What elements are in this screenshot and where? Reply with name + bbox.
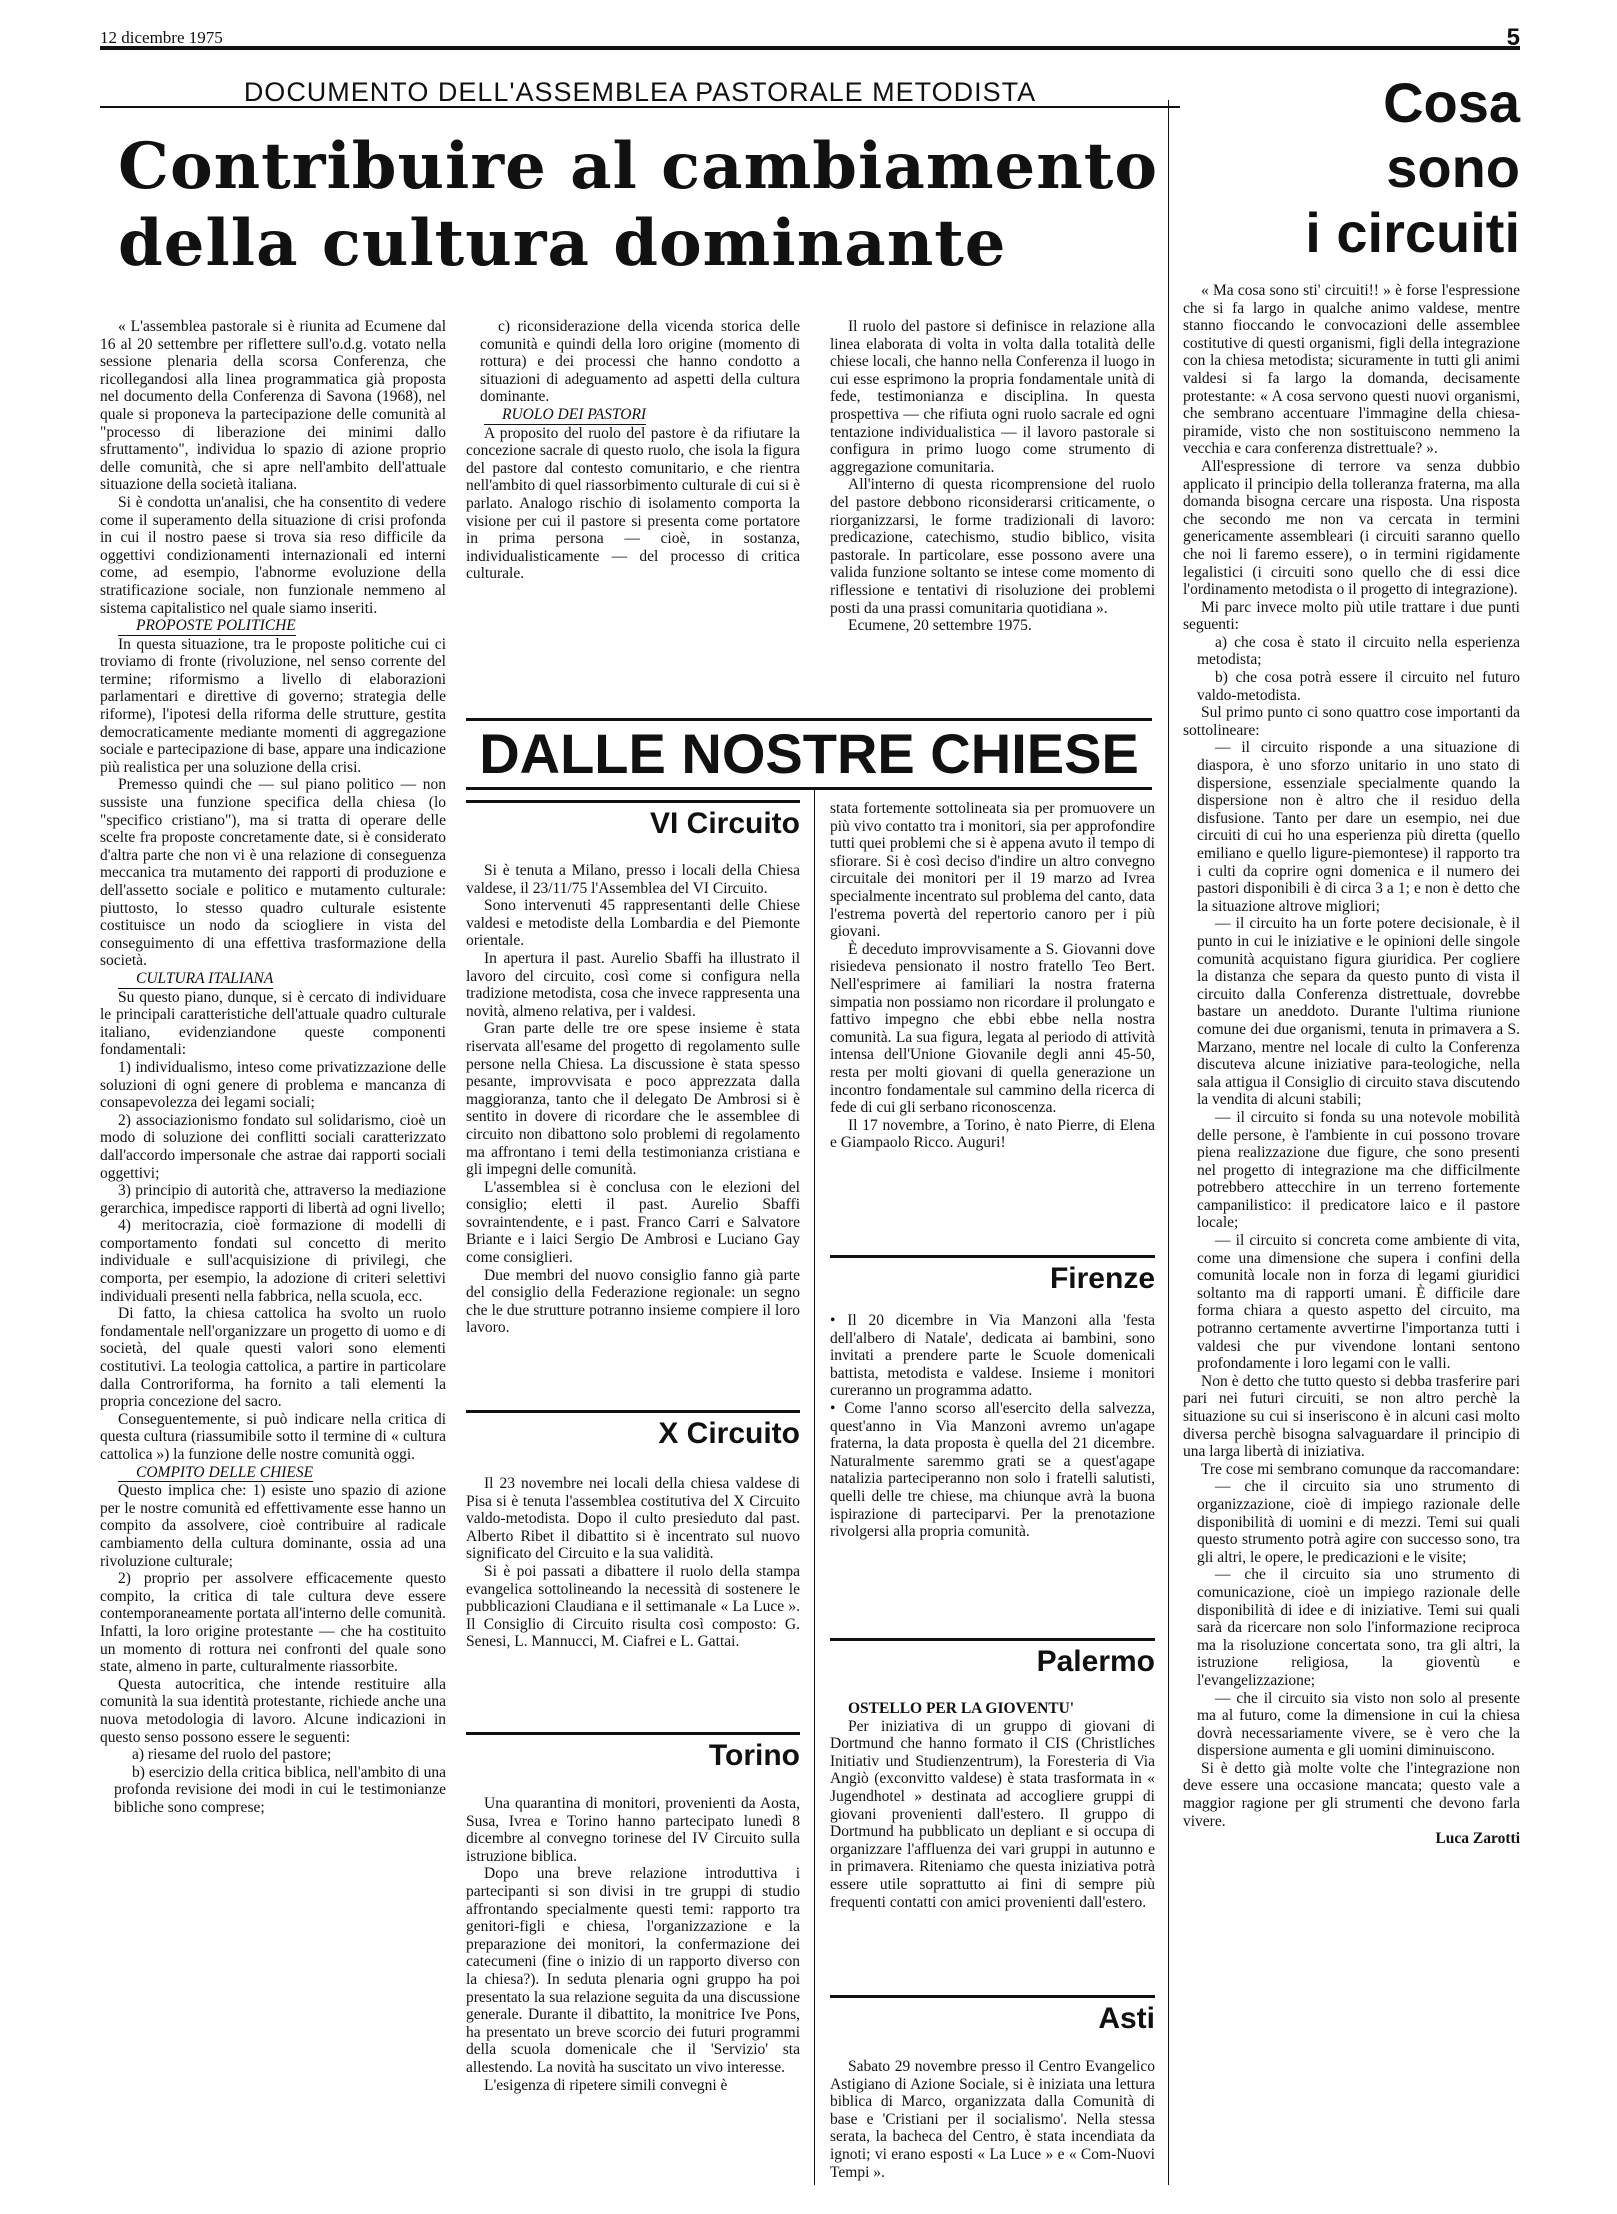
section-paragraph: L'esigenza di ripetere simili convegni è [484,2076,728,2094]
section-paragraph: L'assemblea si è conclusa con le elezioni del consiglio; eletti il past. Aurelio Sbaffi sovraintendente, e i past. Franco Carri e Salvatore Briante e i laici Sergio De Ambrosi e Luciano Gay come consiglieri. [466,1178,800,1267]
section-vi-circuito [466,862,800,1502]
section-paragraph: Due membri del nuovo consiglio fanno già parte del consiglio della Federazione regionale: un segno che le due strutture potranno insieme compiere il loro lavoro. [466,1266,800,1337]
section-paragraph: Il 17 novembre, a Torino, è nato Pierre, di Elena e Giampaolo Ricco. Auguri! [830,1116,1155,1152]
list-item: a) riesame del ruolo del pastore; [132,1746,332,1764]
section-asti [830,2058,1155,2188]
sidebar-title [1300,70,1520,265]
list-item: a) che cosa è stato il circuito nella esperienza metodista; [1197,633,1520,669]
sidebar-title-line-1: Cosa [1383,71,1520,134]
sidebar-paragraph: Tre cose mi sembrano comunque da raccomandare: [1201,1460,1520,1478]
list-item: 3) principio di autorità che, attraverso la mediazione gerarchica, impedisce rapporti di libertà ad ogni livello; [100,1182,446,1217]
article-column-3 [830,318,1155,703]
list-item: — il circuito si concreta come ambiente di vita, come una dimensione che supera i confini della comunità locale non in forza di legami giuridici soltanto ma di rapporti umani. È difficile dare forma chiara a questo aspetto del circuito, ma potranno certamente avvertirne l'importanza tutti i valdesi che pur vivendone lontani sentono profondamente i loro legami con le valli. [1197,1232,1520,1373]
list-item: b) esercizio della critica biblica, nell'ambito di una profonda revisione dei modi in cui le testimonianze bibliche sono comprese; [114,1763,446,1816]
section-subtitle: OSTELLO PER LA GIOVENTU' [848,1700,1075,1717]
section-paragraph: Il 23 novembre nei locali della chiesa valdese di Pisa si è tenuta l'assemblea costitutiva del X Circuito valdo-metodista. Dopo il culto presieduto dal past. Alberto Ribet il dibattito si è incentrato sul nuovo significato del Circuito e la sua validità. [466,1475,800,1563]
section-paragraph: stata fortemente sottolineata sia per promuovere un più vivo contatto tra i monitori, sia per approfondire tutti quei problemi che si è appena avuto il tempo di sfiorare. Si è così deciso d'indire un altro convegno circuitale dei monitori per il 19 marzo ad Ivrea specialmente incentrato sul problema del canto, data l'estrema povertà del repertorio canoro per i più giovani. [830,800,1155,941]
section-title-asti: Asti [830,1995,1155,2036]
section-title-torino: Torino [466,1732,800,1773]
article-paragraph: « L'assemblea pastorale si è riunita ad Ecumene dal 16 al 20 settembre per riflettere sull'o.d.g. votato nella sessione plenaria della scorsa Conferenza, che ricollegandosi alla linea programmatica già proposta nel documento della Conferenza di Savona (1968), nel quale si proponeva la partecipazione delle comunità al "processo di liberazione dei minimi dallo sfruttamento", individua lo spazio di azione proprio delle comunità, che si apre nell'ambito dell'attuale situazione della società italiana. [100,318,446,494]
sidebar-paragraph: Mi parc invece molto più utile trattare i due punti seguenti: [1183,598,1520,634]
list-item: — che il circuito sia visto non solo al presente ma al futuro, come la dimensione in cui la chiesa dovrà necessariamente vivere, se è vero che la dispersione aumenta e gli uomini diminuiscono. [1197,1689,1520,1760]
section-x-circuito [466,1475,800,1730]
article-subheading: RUOLO DEI PASTORI [466,406,800,425]
section-paragraph: Gran parte delle tre ore spese insieme è stata riservata all'esame del progetto di regolamento sulle persone nella Chiesa. La discussione è stata spesso pesante, improvvisata e poco apprezzata dalla maggioranza, tanto che il delegato De Ambrosi si è sentito in dovere di ricordare che le assemblee di circuito non dibattono solo problemi di regolamento ma affrontano i temi della testimonianza cristiana e gli impegni delle comunità. [466,1020,800,1179]
sidebar-paragraph: Sul primo punto ci sono quattro cose importanti da sottolineare: [1183,704,1520,739]
section-paragraph: Si è tenuta a Milano, presso i locali della Chiesa valdese, il 23/11/75 l'Assemblea del VI Circuito. [466,862,800,897]
article-dateline: Ecumene, 20 settembre 1975. [848,617,1032,635]
section-paragraph: Per iniziativa di un gruppo di giovani di Dortmund che hanno formato il CIS (Christliches Initiativ und Studienzentrum), la Foresteria di Via Angiò (exconvitto valdese) è stata trasformata in « Jugendhotel » destinata ad accogliere gruppi di giovani provenienti dall'estero. Il gruppo di Dortmund ha pubblicato un depliant e si occupa di organizzare l'affluenza dei vari gruppi in autunno e in primavera. Riteniamo che questa iniziativa potrà essere utile soprattutto ai fini di sempre più frequenti contatti con amici provenienti dall'estero. [830,1717,1155,1911]
list-item: — il circuito si fonda su una notevole mobilità delle persone, è l'ambiente in cui possono trovare piena realizzazione due figure, che sono presenti nel progetto di integrazione ma che difficilmente potrebbero attecchire in un terreno fortemente campanilistico: il predicatore laico e il pastore locale; [1197,1108,1520,1232]
author-signature: Luca Zarotti [1435,1830,1520,1848]
article-paragraph: Su questo piano, dunque, si è cercato di individuare le principali caratteristiche dell'attuale quadro culturale italiano, evidenziandone queste componenti fondamentali: [100,988,446,1059]
sidebar-title-line-3: i circuiti [1305,201,1520,264]
sidebar-paragraph: Non è detto che tutto questo si debba trasferire pari pari nei futuri circuiti, se non altro perchè la situazione su cui si inseriscono è in alcuni casi molto diversa perchè bisogna salvaguardare il principio di una larga libertà di iniziativa. [1183,1372,1520,1461]
article-paragraph: In questa situazione, tra le proposte politiche cui ci troviamo di fronte (rivoluzione, nel senso corrente del termine; riformismo a livello di elaborazioni parlamentari e direttive di governo; strategia delle riforme), l'ipotesi della riforma delle strutture, gestita democraticamente mediante momenti di aggregazione sociale e partecipazione di base, appare una indicazione più realistica per una soluzione della crisi. [100,635,446,776]
article-column-1 [100,318,446,2188]
article-paragraph: Di fatto, la chiesa cattolica ha svolto un ruolo fondamentale nell'organizzare un progetto di uomo e di società, del quale questi valori sono elementi costitutivi. La teologia cattolica, a partire in particolare dalla Controriforma, ha fornito a tali elementi la propria concezione del sacro. [100,1305,446,1411]
article-paragraph: Si è condotta un'analisi, che ha consentito di vedere come il superamento della situazione di crisi profonda in cui il nostro paese si trova sia reso difficile da oggettivi condizionamenti internazionali ed interni come, ad esempio, l'abnorme evoluzione della stratificazione sociale, non funzionale nemmeno al sistema capitalistico nel quale siamo inseriti. [100,493,446,617]
section-paragraph: Sono intervenuti 45 rappresentanti delle Chiese valdesi e metodiste della Lombardia e del Piemonte orientale. [466,897,800,950]
section-firenze [830,1312,1155,1632]
section-title-vi-circuito: VI Circuito [466,800,800,841]
section-palermo [830,1700,1155,1990]
section-paragraph: • Come l'anno scorso all'esercito della salvezza, quest'anno in Via Manzoni avremo un'agape fraterna, la data proposta è quella del 21 dicembre. Naturalmente saremmo grati se a quest'agape natalizia parteciperanno non solo i fratelli salutisti, quelli delle tre chiese, ma chiunque avrà la buona ispirazione di parteciparvi. Per la prenotazione rivolgersi alla propria comunità. [830,1399,1155,1541]
page-header [100,8,1520,50]
list-item: — il circuito risponde a una situazione di diaspora, è uno sforzo unitario in uno stato di dispersione, essenziale specialmente quando la dispersione non è altro che il residuo della disfusione. Tanto per dare un esempio, nei due circuiti di cui ho una esperienza più diretta (quello emiliano e quello ligure-piemontese) il rapporto tra i culti da coprire ogni domenica e il numero dei pastori disponibili è di circa 3 a 1; e non è detto che la situazione altrove migliori; [1197,739,1520,915]
section-title-firenze: Firenze [830,1255,1155,1296]
section-banner: DALLE NOSTRE CHIESE [466,718,1152,790]
article-paragraph: 2) proprio per assolvere efficacemente questo compito, la critica di tale cultura deve essere contemporaneamente portata all'interno delle comunità. Infatti, la loro origine protestante — che ha costituito un momento di rottura nei confronti del quale sono state, almeno in parte, culturalmente riassorbite. [100,1570,446,1676]
article-paragraph: Questo implica che: 1) esiste uno spazio di azione per le nostre comunità ed effettivamente esse hanno un compito da assolvere, cioè contribuire al radicale cambiamento della cultura dominante, ossia ad una rivoluzione culturale; [100,1482,446,1570]
page-number: 5 [1506,24,1520,51]
sidebar-paragraph: Si è detto già molte volte che l'integrazione non deve essere una occasione mancata; questo vale a maggior ragione per gli strumenti che devono farla vivere. [1183,1759,1520,1830]
list-item: — che il circuito sia uno strumento di organizzazione, cioè di impiego razionale delle disponibilità di uomini e di mezzi. Temi sui quali questo strumento potrà agire con successo sono, tra gli altri, le opere, le predicazioni e le visite; [1197,1478,1520,1566]
section-paragraph: • Il 20 dicembre in Via Manzoni alla 'festa dell'albero di Natale', dedicata ai bambini, sono invitati a prendere parte le Scuole domenicali battista, metodista e valdese. Insieme i monitori cureranno un programma adatto. [830,1312,1155,1400]
list-item: — il circuito ha un forte potere decisionale, è il punto in cui le iniziative e le opinioni delle singole comunità acquistano figura giuridica. Per cogliere la distanza che separa da questo punto di vista il circuito dalla Conferenza distrettuale, dovrebbe bastare un aneddoto. Durante l'ultima riunione comune dei due organismi, tenuta in primavera a S. Marzano, mentre nel locale di culto la Conferenza discuteva alcune iniziative para-teologiche, nella sala attigua il Consiglio di circuito stava discutendo la vendita di alcuni stabili; [1197,915,1520,1109]
section-paragraph: Una quarantina di monitori, provenienti da Aosta, Susa, Ivrea e Torino hanno partecipato lunedì 8 dicembre al convegno torinese del IV Circuito sulla istruzione biblica. [466,1795,800,1865]
article-paragraph: Questa autocritica, che intende restituire alla comunità la sua identità protestante, richiede anche una nuova metodologia di lavoro. Alcune indicazioni in questo senso possono essere le seguenti: [100,1675,446,1746]
article-kicker: DOCUMENTO DELL'ASSEMBLEA PASTORALE METODISTA [100,78,1180,108]
sidebar-divider [1168,100,1169,2185]
article-paragraph: Premesso quindi che — sul piano politico — non sussiste una funzione specifica della chiesa (lo "specifico cristiano"), ma si tratta di operare delle scelte fra proposte concretamente date, si è considerato d'altra parte che non vi è una relazione di conseguenza meccanica tra mutamento dei rapporti di produzione e dell'assetto sociale e politico e mutamento culturale: piuttosto, lo stesso quadro culturale esistente costituisce un nodo da sciogliere in vista del conseguimento di una effettiva trasformazione della società. [100,776,446,970]
section-paragraph: Sabato 29 novembre presso il Centro Evangelico Astigiano di Azione Sociale, si è iniziata una lettura biblica di Marco, organizzata dalla Comunità di base e 'Cristiani per il socialismo'. Nella stessa serata, la bacheca del Centro, è stata incendiata da ignoti; vi erano esposti « La Luce » e « Com-Nuovi Tempi ». [830,2058,1155,2181]
section-paragraph: È deceduto improvvisamente a S. Giovanni dove risiedeva pensionato il nostro fratello Teo Bert. Nell'esprimere ai familiari la nostra fraterna simpatia non possiamo non ricordare il prolungato e fattivo impegno che ebbi ebbe nella nostra comunità. La sua figura, legata al periodo di attività intensa dell'Unione Giovanile degli anni 45-50, resta per molti giovani di quella generazione un incontro fondamentale sul cammino della ricerca di fede di cui gli serbano riconoscenza. [830,940,1155,1117]
section-torino [466,1795,800,2185]
column-divider [814,790,815,2185]
list-item: — che il circuito sia uno strumento di comunicazione, cioè un impiego razionale delle disponibilità di idee e di iniziative. Temi sui quali sarà da ricercare non solo l'informazione reciproca ma la risoluzione concertata sono, tra gli altri, la istruzione religiosa, la gioventù e l'evangelizzazione; [1197,1566,1520,1689]
article-subheading: PROPOSTE POLITICHE [100,617,446,636]
article-paragraph: Il ruolo del pastore si definisce in relazione alla linea elaborata di volta in volta dalla totalità delle chiese locali, che hanno nella Conferenza il luogo in cui esse esprimono la propria fondamentale unità di fede, testimonianza e disciplina. In questa prospettiva — che rifiuta ogni ruolo sacrale ed ogni tentazione individualistica — il lavoro pastorale si configura in primo luogo come strumento di aggregazione comunitaria. [830,318,1155,476]
article-subheading: COMPITO DELLE CHIESE [100,1464,446,1483]
list-item: 2) associazionismo fondato sul solidarismo, cioè un modo di soluzione dei conflitti sociali caratterizzato dall'accordo impersonale che astrae dai rapporti sociali oggettivi; [100,1111,446,1182]
section-paragraph: In apertura il past. Aurelio Sbaffi ha illustrato il lavoro del circuito, così come si configura nella tradizione metodista, cosa che invece rappresenta una novità, almeno relativa, per i valdesi. [466,949,800,1020]
list-item: 1) individualismo, inteso come privatizzazione delle soluzioni di ogni genere di problema e mancanza di consapevolezza dei legami sociali; [100,1058,446,1112]
list-item: b) che cosa potrà essere il circuito nel futuro valdo-metodista. [1197,669,1520,704]
section-title-palermo: Palermo [830,1638,1155,1679]
sidebar-paragraph: All'espressione di terrore va senza dubbio applicato il principio della tolleranza fraterna, ma alla domanda bisogna cercare una risposta. Una risposta che secondo me non va cercata in termini genericamente assembleari (i circuiti saranno quello che noi li faremo essere), o in termini rigidamente legalistici (i circuiti sono quello che di essi dice l'ordinamento metodista o il progetto di integrazione). [1183,457,1520,599]
section-vi-circuito-continued [830,800,1155,1240]
section-paragraph: Si è poi passati a dibattere il ruolo della stampa evangelica sottolineando la necessità di sostenere le pubblicazioni Claudiana e il settimanale « La Luce ». Il Consiglio di Circuito risulta così composto: G. Senesi, L. Mannucci, M. Ciafrei e L. Gattai. [466,1562,800,1651]
section-paragraph: Dopo una breve relazione introduttiva i partecipanti si son divisi in tre gruppi di studio affrontando specialmente questi temi: rapporto tra genitori-figli e chiesa, l'organizzazione e la preparazione dei monitori, la confermazione dei catecumeni (fine o inizio di un rapporto diverso con la chiesa?). In seduta plenaria ogni gruppo ha poi presentato la sua relazione seguita da una discussione generale. Durante il dibattito, la monitrice Ive Pons, ha presentato un breve scorcio dei futuri programmi della scuola domenicale che il 'Servizio' sta allestendo. La novità ha suscitato un vivo interesse. [466,1865,800,2076]
article-paragraph: Conseguentemente, si può indicare nella critica di questa cultura (riassumibile sotto il termine di « cultura cattolica ») la funzione delle nostre comunità oggi. [100,1410,446,1463]
article-subheading: CULTURA ITALIANA [100,970,446,989]
article-paragraph: All'interno di questa ricomprensione del ruolo del pastore debbono riconsiderarsi criticamente, o riorganizzarsi, le forme tradizionali di lavoro: predicazione, catechismo, studio biblico, visita pastorale. In particolare, esse possono avere una valida funzione soltanto se intese come momento di riflessione e tentativi di risoluzione dei problemi posti da una prassi comunitaria quotidiana ». [830,476,1155,617]
list-item: 4) meritocrazia, cioè formazione di modelli di comportamento fondati sul concetto di merito individuale e sull'acquisizione di privilegi, che comporta, per esempio, la adozione di criteri selettivi individuali presenti nella fabbrica, nella scuola, ecc. [100,1217,446,1305]
headline-line-2: della cultura dominante [118,206,1007,281]
headline-line-1: Contribuire al cambiamento [118,129,1159,204]
list-item: c) riconsiderazione della vicenda storica delle comunità e quindi della loro origine (momento di rottura) e dei processi che hanno condotto a situazioni di adeguamento ad aspetti della cultura dominante. [480,318,800,406]
issue-date: 12 dicembre 1975 [100,28,223,47]
article-column-2 [466,318,800,703]
section-title-x-circuito: X Circuito [466,1410,800,1451]
sidebar-paragraph: « Ma cosa sono sti' circuiti!! » è forse l'espressione che si fa largo in qualche animo valdese, mentre stanno fioccando le convocazioni delle assemblee costitutive di questi organismi, figli della integrazione con la chiesa metodista; sicuramente in tutti gli animi valdesi si fa largo la domanda, decisamente protestante: « A cosa servono questi nuovi organismi, che sembrano accentuare l'immagine della chiesa-piramide, visto che non sostituiscono nemmeno la vecchia e cara conferenza distrettuale? ». [1183,282,1520,458]
sidebar-article [1183,282,1520,2192]
article-paragraph: A proposito del ruolo del pastore è da rifiutare la concezione sacrale di questo ruolo, che isola la figura del pastore dal contesto comunitario, e che rientra nell'ambito di quel riassorbimento culturale di cui si è parlato. Analogo rischio di isolamento comporta la visione per cui il pastore si presenta come portatore in prima persona — cioè, in sostanza, individualisticamente — del processo di critica culturale. [466,424,800,583]
sidebar-title-line-2: sono [1386,136,1520,199]
article-headline [118,128,1168,282]
